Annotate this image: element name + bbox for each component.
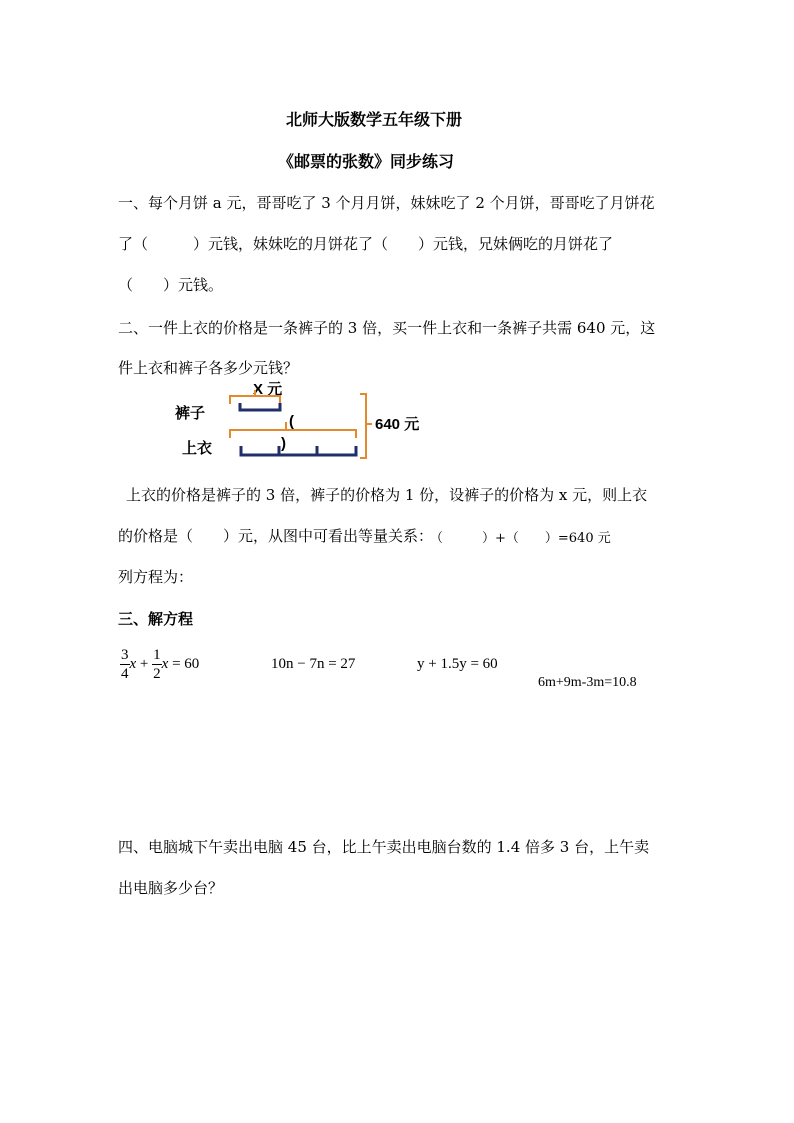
q2-line1: 二、一件上衣的价格是一条裤子的 3 倍，买一件上衣和一条裤子共需 640 元，这 xyxy=(118,319,656,337)
eq1-plus: + xyxy=(136,655,153,672)
eq1-rhs: = 60 xyxy=(168,655,200,672)
eq1-var2: x xyxy=(161,655,169,672)
fraction-1-2 xyxy=(152,646,162,683)
equation-4: 6m+9m-3m=10.8 xyxy=(538,675,637,690)
label-x-yuan: X 元 xyxy=(253,381,283,398)
q2-line4b: （ ）+（ ）=640 元 xyxy=(430,531,611,546)
label-shirt: 上衣 xyxy=(182,440,213,457)
q1-line1: 一、每个月饼 a 元，哥哥吃了 3 个月月饼，妹妹吃了 2 个月饼，哥哥吃了月饼花 xyxy=(118,194,655,212)
page-subtitle: 《邮票的张数》同步练习 xyxy=(278,152,455,171)
label-total: 640 元 xyxy=(375,416,420,433)
q2-line3: 上衣的价格是裤子的 3 倍，裤子的价格为 1 份，设裤子的价格为 x 元，则上衣 xyxy=(126,486,648,504)
segment-diagram xyxy=(160,378,430,468)
equation-3: y + 1.5y = 60 xyxy=(417,656,498,672)
q2-line2: 件上衣和裤子各多少元钱？ xyxy=(118,359,299,377)
fraction-3-4 xyxy=(120,646,130,683)
paren-open: ( xyxy=(289,413,294,430)
equation-1 xyxy=(120,646,199,683)
equation-2: 10n − 7n = 27 xyxy=(271,656,356,672)
eq1-var1: x xyxy=(129,655,137,672)
q1-line3: （ ）元钱。 xyxy=(118,276,224,294)
q2-line4a: 的价格是（ ）元，从图中可看出等量关系： xyxy=(118,527,434,545)
pants-bar xyxy=(240,403,280,410)
label-pants: 裤子 xyxy=(175,405,206,422)
q1-line2: 了（ ）元钱，妹妹吃的月饼花了（ ）元钱，兄妹俩吃的月饼花了 xyxy=(118,235,614,253)
frac1-numerator: 3 xyxy=(121,647,129,663)
q2-line5: 列方程为： xyxy=(118,568,194,586)
q4-line1: 四、电脑城下午卖出电脑 45 台，比上午卖出电脑台数的 1.4 倍多 3 台，上午卖 xyxy=(118,838,650,856)
paren-close: ) xyxy=(281,435,286,452)
frac2-denominator: 2 xyxy=(153,666,161,682)
q3-heading: 三、解方程 xyxy=(118,610,194,628)
q4-line2: 出电脑多少台？ xyxy=(118,879,224,897)
total-brace xyxy=(360,394,372,458)
page-title: 北师大版数学五年级下册 xyxy=(286,110,463,129)
shirt-bar xyxy=(241,446,356,455)
frac1-denominator: 4 xyxy=(121,666,129,682)
frac2-numerator: 1 xyxy=(153,647,161,663)
